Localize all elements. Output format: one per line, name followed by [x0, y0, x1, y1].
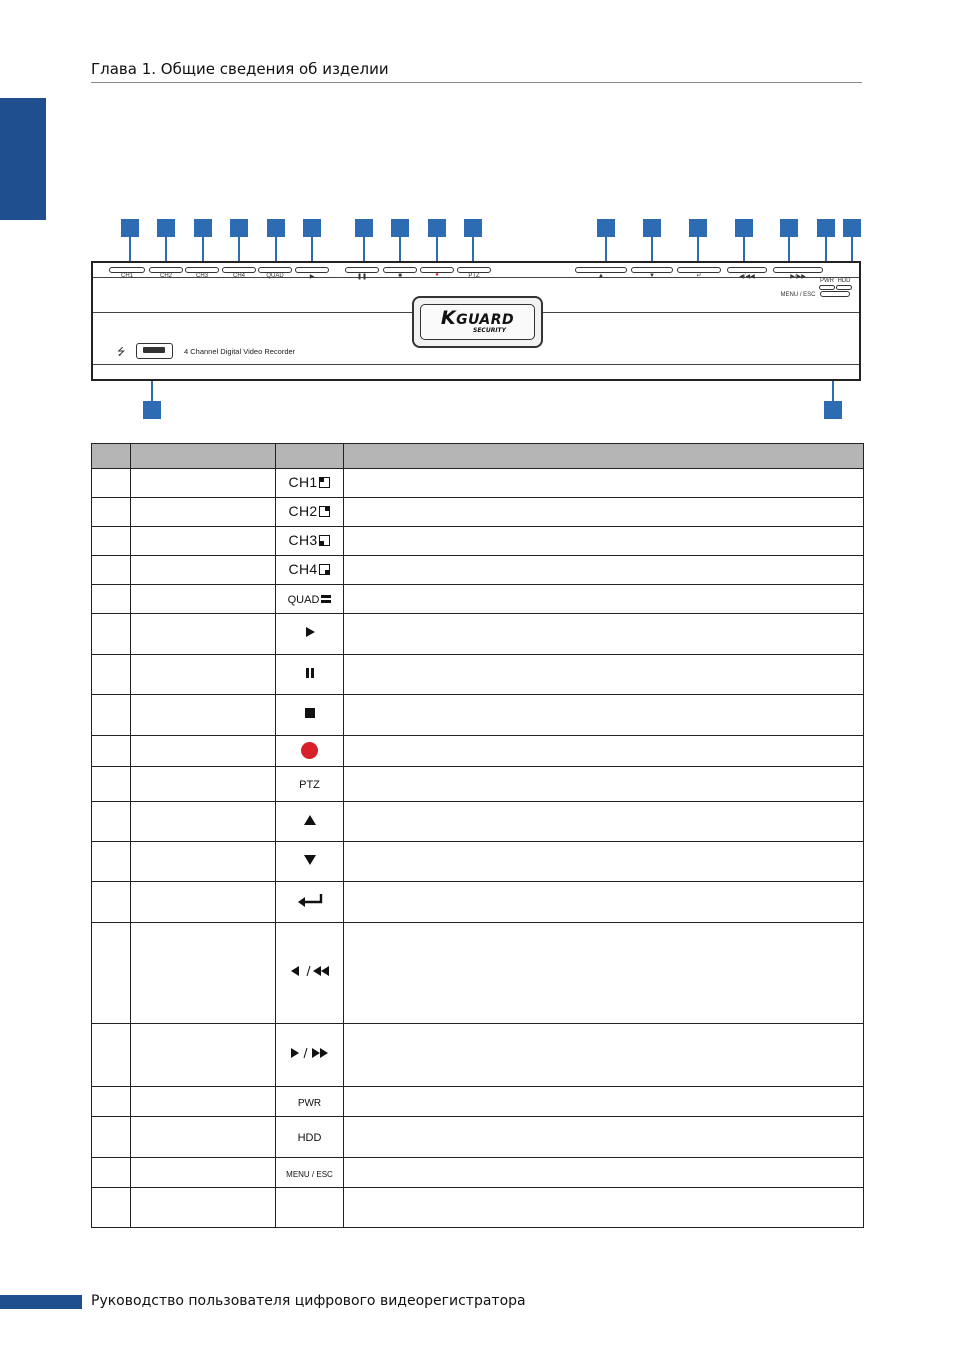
panel-stop-label: ■ [398, 273, 402, 279]
kguard-logo-inner [420, 304, 535, 340]
callout-marker-3 [194, 219, 212, 237]
chapter-title: Глава 1. Общие сведения об изделии [91, 60, 389, 78]
record-icon [301, 742, 318, 759]
header-cell-number [92, 444, 131, 469]
stop-icon [276, 695, 344, 736]
usb-slot [143, 347, 165, 353]
ch1-symbol: CH1 [276, 469, 344, 498]
table-row [92, 585, 864, 614]
panel-ch4-label: CH4 [232, 273, 245, 279]
fast-forward-icon [276, 1024, 344, 1087]
ch4-split-icon [319, 564, 330, 575]
header-cell-icon [276, 444, 344, 469]
callout-marker-4 [230, 219, 248, 237]
panel-hdd-label: HDD [837, 278, 851, 284]
hdd-led [836, 285, 852, 290]
callout-marker-1 [121, 219, 139, 237]
callout-marker-2 [157, 219, 175, 237]
table-row [92, 923, 864, 1024]
up-arrow-icon [276, 802, 344, 842]
dvr-front-panel [91, 261, 861, 381]
panel-pwr-label: PWR [820, 278, 834, 284]
callout-marker-14 [735, 219, 753, 237]
callout-marker-13 [689, 219, 707, 237]
panel-ptz-label: PTZ [468, 273, 480, 279]
callout-marker-15 [780, 219, 798, 237]
panel-play-label: ▶ [309, 274, 315, 280]
table-row [92, 1188, 864, 1228]
footer-title: Руководство пользователя цифрового видеорегистратора [91, 1293, 526, 1309]
ch3-symbol: CH3 [276, 527, 344, 556]
table-row [92, 736, 864, 767]
header-cell-description [344, 444, 864, 469]
table-row [92, 498, 864, 527]
table-row [92, 469, 864, 498]
kguard-logo-wordmark: KGUARD [440, 306, 515, 329]
header-rule [91, 82, 862, 83]
kguard-logo [412, 296, 543, 348]
table-row [92, 695, 864, 736]
usb-icon: ⭍ [117, 347, 126, 358]
table-row [92, 556, 864, 585]
table-row [92, 1087, 864, 1117]
down-arrow-icon [276, 842, 344, 882]
panel-up-label: ▲ [598, 273, 604, 279]
chapter-side-tab [0, 98, 46, 220]
table-header-row [92, 444, 864, 469]
callout-marker-5 [267, 219, 285, 237]
panel-enter-label: ↵ [696, 273, 702, 279]
callout-marker-9 [428, 219, 446, 237]
ptz-symbol: PTZ [276, 767, 344, 802]
panel-down-label: ▼ [649, 273, 655, 279]
callout-marker-16 [817, 219, 835, 237]
panel-menu-label: MENU / ESC [780, 292, 816, 298]
panel-rewind-label: ◀/◀◀ [739, 274, 755, 280]
callout-marker-6 [303, 219, 321, 237]
ch3-split-icon [319, 535, 330, 546]
panel-pause-label: ❚❚ [356, 274, 368, 280]
panel-quad-label: QUAD [266, 273, 284, 279]
callout-marker-12 [643, 219, 661, 237]
table-row [92, 1024, 864, 1087]
ch4-symbol: CH4 [276, 556, 344, 585]
hdd-symbol: HDD [276, 1117, 344, 1158]
callout-marker-7 [355, 219, 373, 237]
callout-marker-10 [464, 219, 482, 237]
pwr-led [819, 285, 835, 290]
callout-marker-11 [597, 219, 615, 237]
table-row [92, 1158, 864, 1188]
panel-ch1-label: CH1 [120, 273, 133, 279]
rewind-icon [276, 923, 344, 1024]
table-row [92, 614, 864, 655]
panel-ch3-label: CH3 [195, 273, 208, 279]
usb-port[interactable] [136, 343, 173, 359]
panel-divider [93, 364, 859, 365]
table-row [92, 1117, 864, 1158]
controls-table [91, 443, 864, 1228]
panel-forward-label: ▶/▶▶ [790, 274, 806, 280]
play-icon [276, 614, 344, 655]
quad-symbol: QUAD [276, 585, 344, 614]
kguard-logo-subtitle: SECURITY [473, 326, 506, 334]
ch2-split-icon [319, 506, 330, 517]
table-row [92, 842, 864, 882]
callout-marker-8 [391, 219, 409, 237]
enter-icon [276, 882, 344, 923]
panel-record-label: ● [435, 272, 439, 278]
table-row [92, 802, 864, 842]
callout-marker-18 [824, 401, 842, 419]
table-row [92, 882, 864, 923]
panel-ch2-label: CH2 [159, 273, 172, 279]
quad-icon [321, 595, 331, 603]
ch1-split-icon [319, 477, 330, 488]
table-row [92, 767, 864, 802]
pause-icon [276, 655, 344, 695]
ch2-symbol: CH2 [276, 498, 344, 527]
menu-esc-symbol: MENU / ESC [276, 1158, 344, 1188]
table-row [92, 655, 864, 695]
model-label: 4 Channel Digital Video Recorder [184, 347, 296, 356]
callout-marker-19 [143, 401, 161, 419]
pwr-symbol: PWR [276, 1087, 344, 1117]
table-row [92, 527, 864, 556]
panel-menu-esc-button[interactable] [820, 291, 850, 297]
footer-accent-bar [0, 1295, 82, 1309]
callout-marker-17 [843, 219, 861, 237]
header-cell-name [131, 444, 276, 469]
